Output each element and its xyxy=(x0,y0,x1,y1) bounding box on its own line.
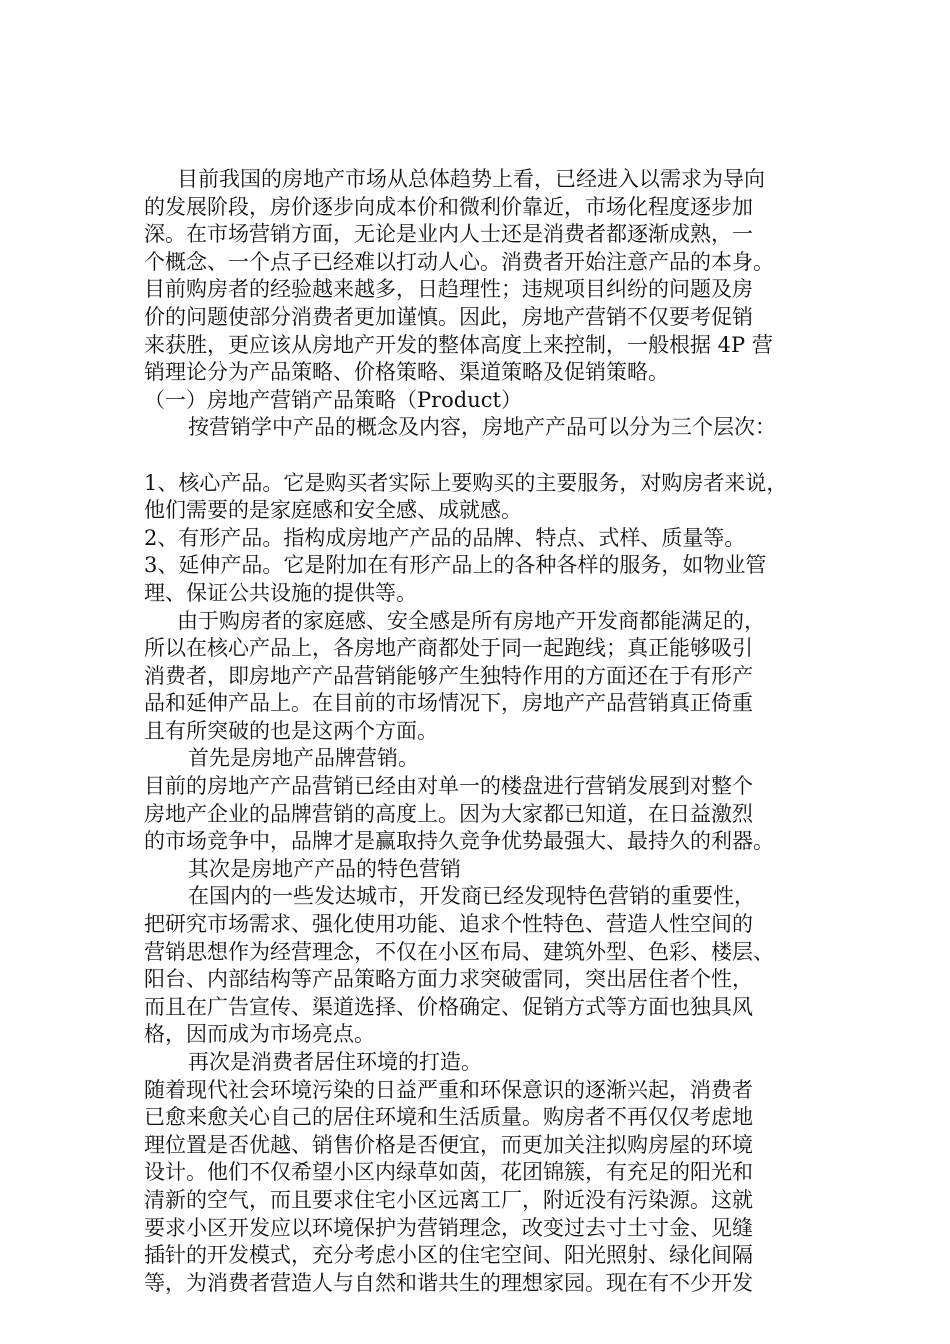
paragraph-line: 理位置是否优越、销售价格是否便宜，而更加关注拟购房屋的环境 xyxy=(144,1132,753,1157)
paragraph-line: 清新的空气，而且要求住宅小区远离工厂，附近没有污染源。这就 xyxy=(144,1187,753,1212)
paragraph-line: 目前购房者的经验越来越多，日趋理性；违规项目纠纷的问题及房 xyxy=(144,277,753,302)
paragraph-line: 销理论分为产品策略、价格策略、渠道策略及促销策略。 xyxy=(144,360,669,385)
paragraph-line: 目前的房地产产品营销已经由对单一的楼盘进行营销发展到对整个 xyxy=(144,774,753,799)
paragraph-line: 而且在广告宣传、渠道选择、价格确定、促销方式等方面也独具风 xyxy=(144,994,753,1019)
paragraph-line: 来获胜，更应该从房地产开发的整体高度上来控制，一般根据 4P 营 xyxy=(144,332,773,357)
paragraph-line: 等，为消费者营造人与自然和谐共生的理想家园。现在有不少开发 xyxy=(144,1270,753,1295)
paragraph-line: 价的问题使部分消费者更加谨慎。因此，房地产营销不仅要考促销 xyxy=(144,304,753,329)
paragraph-line: 个概念、一个点子已经难以打动人心。消费者开始注意产品的本身。 xyxy=(144,249,774,274)
paragraph-line: 随着现代社会环境污染的日益严重和环保意识的逐渐兴起，消费者 xyxy=(144,1077,753,1102)
section-heading: （一）房地产营销产品策略（Product） xyxy=(144,387,522,412)
paragraph-line: 已愈来愈关心自己的居住环境和生活质量。购房者不再仅仅考虑地 xyxy=(144,1105,753,1130)
paragraph-line: 阳台、内部结构等产品策略方面力求突破雷同，突出居住者个性， xyxy=(144,967,753,992)
paragraph-line: 的市场竞争中，品牌才是赢取持久竞争优势最强大、最持久的利器。 xyxy=(144,829,774,854)
paragraph-line: 深。在市场营销方面，无论是业内人士还是消费者都逐渐成熟，一 xyxy=(144,222,753,247)
subheading-line: 再次是消费者居住环境的打造。 xyxy=(188,1050,482,1074)
paragraph-line: 插针的开发模式，充分考虑小区的住宅空间、阳光照射、绿化间隔 xyxy=(144,1243,753,1268)
paragraph-line: 把研究市场需求、强化使用功能、追求个性特色、营造人性空间的 xyxy=(144,912,753,937)
paragraph-line: 所以在核心产品上，各房地产商都处于同一起跑线；真正能够吸引 xyxy=(144,636,753,661)
list-item-line: 2、有形产品。指构成房地产产品的品牌、特点、式样、质量等。 xyxy=(144,525,746,550)
list-item-line: 3、延伸产品。它是附加在有形产品上的各种各样的服务，如物业管 xyxy=(144,553,767,578)
list-item-line: 理、保证公共设施的提供等。 xyxy=(144,580,417,605)
paragraph-line: 且有所突破的也是这两个方面。 xyxy=(144,718,438,743)
paragraph-line: 品和延伸产品上。在目前的市场情况下，房地产产品营销真正倚重 xyxy=(144,691,753,716)
paragraph-line: 按营销学中产品的概念及内容，房地产产品可以分为三个层次： xyxy=(188,415,776,440)
document-body xyxy=(144,166,814,1297)
paragraph-line: 由于购房者的家庭感、安全感是所有房地产开发商都能满足的， xyxy=(177,608,765,633)
paragraph-line: 格，因而成为市场亮点。 xyxy=(144,1022,375,1047)
subheading-line: 首先是房地产品牌营销。 xyxy=(188,746,419,771)
list-item-line: 他们需要的是家庭感和安全感、成就感。 xyxy=(144,498,522,523)
paragraph-line: 房地产企业的品牌营销的高度上。因为大家都已知道，在日益激烈 xyxy=(144,801,753,826)
list-item-line: 1、核心产品。它是购买者实际上要购买的主要服务，对购房者来说， xyxy=(144,470,788,495)
subheading-line: 其次是房地产产品的特色营销 xyxy=(188,856,461,881)
paragraph-line: 目前我国的房地产市场从总体趋势上看，已经进入以需求为导向 xyxy=(177,167,765,191)
paragraph-line: 设计。他们不仅希望小区内绿草如茵，花团锦簇，有充足的阳光和 xyxy=(144,1160,753,1185)
paragraph-line: 要求小区开发应以环境保护为营销理念，改变过去寸土寸金、见缝 xyxy=(144,1215,753,1240)
paragraph-line: 营销思想作为经营理念，不仅在小区布局、建筑外型、色彩、楼层、 xyxy=(144,939,774,964)
blank-line xyxy=(144,442,814,470)
paragraph-line: 的发展阶段，房价逐步向成本价和微利价靠近，市场化程度逐步加 xyxy=(144,194,753,219)
paragraph-line: 消费者，即房地产产品营销能够产生独特作用的方面还在于有形产 xyxy=(144,663,753,688)
paragraph-line: 在国内的一些发达城市，开发商已经发现特色营销的重要性， xyxy=(188,884,755,909)
